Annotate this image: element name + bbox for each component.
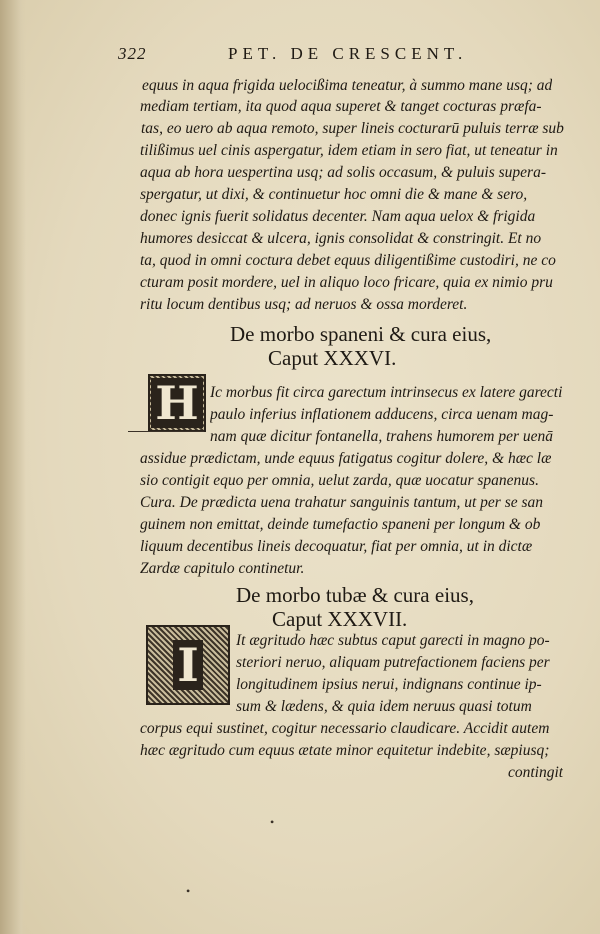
text-line: Zardæ capitulo continetur. bbox=[140, 560, 305, 577]
decorated-initial: I bbox=[146, 625, 230, 705]
text-line: steriori neruo, aliquam putrefactionem faciens per bbox=[236, 654, 550, 671]
page-number: 322 bbox=[118, 44, 147, 63]
chapter-title: De morbo tubæ & cura eius, bbox=[236, 583, 474, 607]
text-line: hæc ægritudo cum equus ætate minor equitetur indebite, sæpiusq; bbox=[140, 742, 550, 759]
text-line: cturam posit mordere, uel in aliquo loco fricare, quia ex nimio pru bbox=[140, 274, 553, 291]
catchword: contingit bbox=[508, 764, 564, 781]
chapter-number: Caput XXXVI. bbox=[268, 346, 397, 370]
text-line: assidue prædictam, unde equus fatigatus cogitur dolere, & hæc læ bbox=[140, 450, 552, 467]
ink-speck: • bbox=[186, 884, 191, 898]
running-title: PET. DE CRESCENT. bbox=[228, 44, 468, 63]
binding-gutter bbox=[0, 0, 26, 934]
ink-speck: • bbox=[270, 815, 275, 829]
text-line: Cura. De prædicta uena trahatur sanguinis tantum, ut per se san bbox=[140, 494, 544, 511]
text-line: longitudinem ipsius nerui, indignans continue ip- bbox=[236, 676, 542, 693]
running-head bbox=[118, 44, 538, 66]
text-line: spergatur, ut dixi, & continuetur hoc omni die & mane & sero, bbox=[140, 186, 528, 203]
text-line: ritu locum dentibus usq; ad neruos & ossa morderet. bbox=[140, 296, 468, 313]
decorated-initial: H bbox=[148, 374, 206, 432]
text-line: corpus equi sustinet, cogitur necessario claudicare. Accidit autem bbox=[140, 720, 550, 737]
rule bbox=[128, 431, 204, 432]
text-line: tas, eo uero ab aqua remoto, super lineis cocturarū puluis terræ sub bbox=[141, 120, 564, 137]
text-line: ta, quod in omni coctura debet equus diligentißime custodiri, ne co bbox=[140, 252, 556, 269]
chapter-number: Caput XXXVII. bbox=[272, 607, 408, 631]
text-line: aqua ab hora uespertina usq; ad solis occasum, & puluis supera- bbox=[140, 164, 547, 181]
text-line: paulo inferius inflationem adducens, circa uenam mag- bbox=[210, 406, 554, 423]
text-line: guinem non emittat, deinde tumefactio spaneni per longum & ob bbox=[140, 516, 541, 533]
text-line: Ic morbus fit circa garectum intrinsecus ex latere garecti bbox=[210, 384, 563, 401]
text-line: mediam tertiam, ita quod aqua superet & tanget cocturas præfa- bbox=[140, 98, 542, 115]
text-line: tilißimus uel cinis aspergatur, idem etiam in sero fiat, ut teneatur in bbox=[140, 142, 558, 159]
chapter-title: De morbo spaneni & cura eius, bbox=[230, 322, 492, 346]
text-line: sio contigit equo per omnia, uelut zarda, quæ uocatur spanenus. bbox=[140, 472, 539, 489]
text-line: liquum decentibus lineis decoquatur, fiat per omnia, ut in dictæ bbox=[140, 538, 533, 555]
text-line: It ægritudo hæc subtus caput garecti in magno po- bbox=[236, 632, 550, 649]
text-line: nam quæ dicitur fontanella, trahens humorem per uenā bbox=[210, 428, 553, 445]
text-line: humores desiccat & ulcera, ignis consolidat & constringit. Et no bbox=[140, 230, 542, 247]
text-line: sum & lædens, & quia idem neruus quasi totum bbox=[236, 698, 532, 715]
text-line: equus in aqua frigida uelocißima teneatur, à summo mane usq; ad bbox=[142, 77, 553, 94]
text-line: donec ignis fuerit solidatus decenter. Nam aqua uelox & frigida bbox=[140, 208, 536, 225]
